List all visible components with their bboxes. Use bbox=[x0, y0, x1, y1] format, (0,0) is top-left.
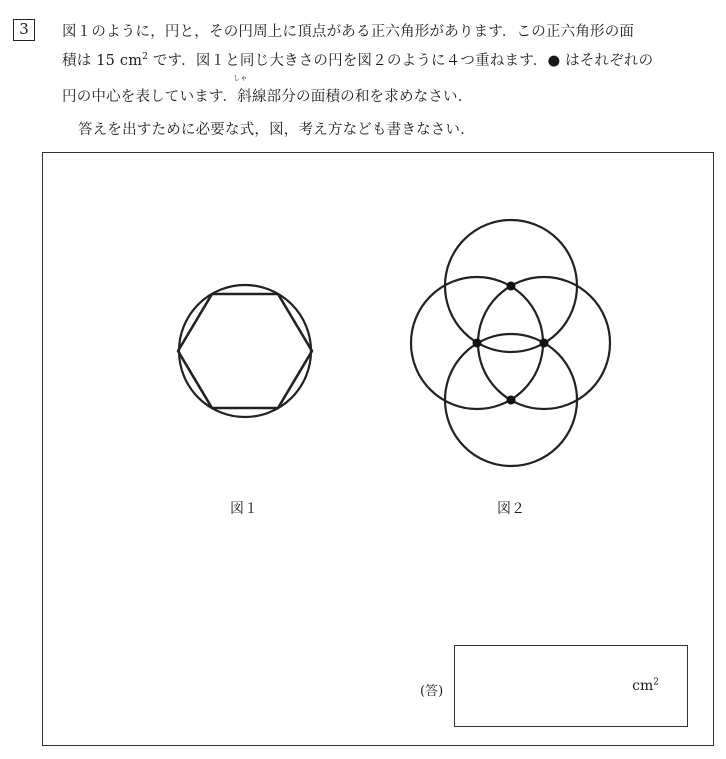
answer-unit-text: cm bbox=[632, 678, 654, 694]
question-number: 3 bbox=[13, 19, 35, 41]
center-dot-bottom bbox=[507, 396, 516, 405]
answer-label: (答) bbox=[420, 684, 444, 699]
figure-1-circle bbox=[179, 285, 311, 417]
ruby-reading: しゃ bbox=[233, 74, 248, 82]
area-value-text: 積は 15 cm bbox=[62, 53, 143, 69]
answer-unit bbox=[632, 678, 659, 694]
problem-text-line-2-rest: です．図１と同じ大きさの円を図２のように４つ重ねます．● はそれぞれの bbox=[148, 53, 654, 69]
problem-text-line-3: 円の中心を表しています．斜線部分の面積の和を求めなさい． bbox=[62, 89, 473, 105]
problem-text-line-1: 図１のように，円と，その円周上に頂点がある正六角形があります．この正六角形の面 bbox=[62, 24, 635, 40]
center-dot-right bbox=[540, 339, 549, 348]
center-dot-top bbox=[507, 282, 516, 291]
hatched-region-right bbox=[577, 313, 589, 389]
problem-text-line-2 bbox=[62, 49, 653, 70]
figure-1-circle-hexagon bbox=[170, 282, 320, 422]
problem-text-line-4: 答えを出すために必要な式，図，考え方なども書きなさい． bbox=[78, 122, 475, 138]
answer-unit-exponent: 2 bbox=[653, 677, 659, 688]
hatched-region-left bbox=[433, 313, 445, 389]
figure-1-caption: 図１ bbox=[230, 501, 258, 517]
area-unit-exponent: 2 bbox=[142, 52, 149, 63]
center-dot-left bbox=[473, 339, 482, 348]
figure-2-caption: 図２ bbox=[497, 501, 525, 517]
figure-1-hexagon bbox=[178, 294, 312, 408]
figure-2-four-circles bbox=[405, 210, 620, 480]
answer-box[interactable] bbox=[454, 645, 688, 727]
